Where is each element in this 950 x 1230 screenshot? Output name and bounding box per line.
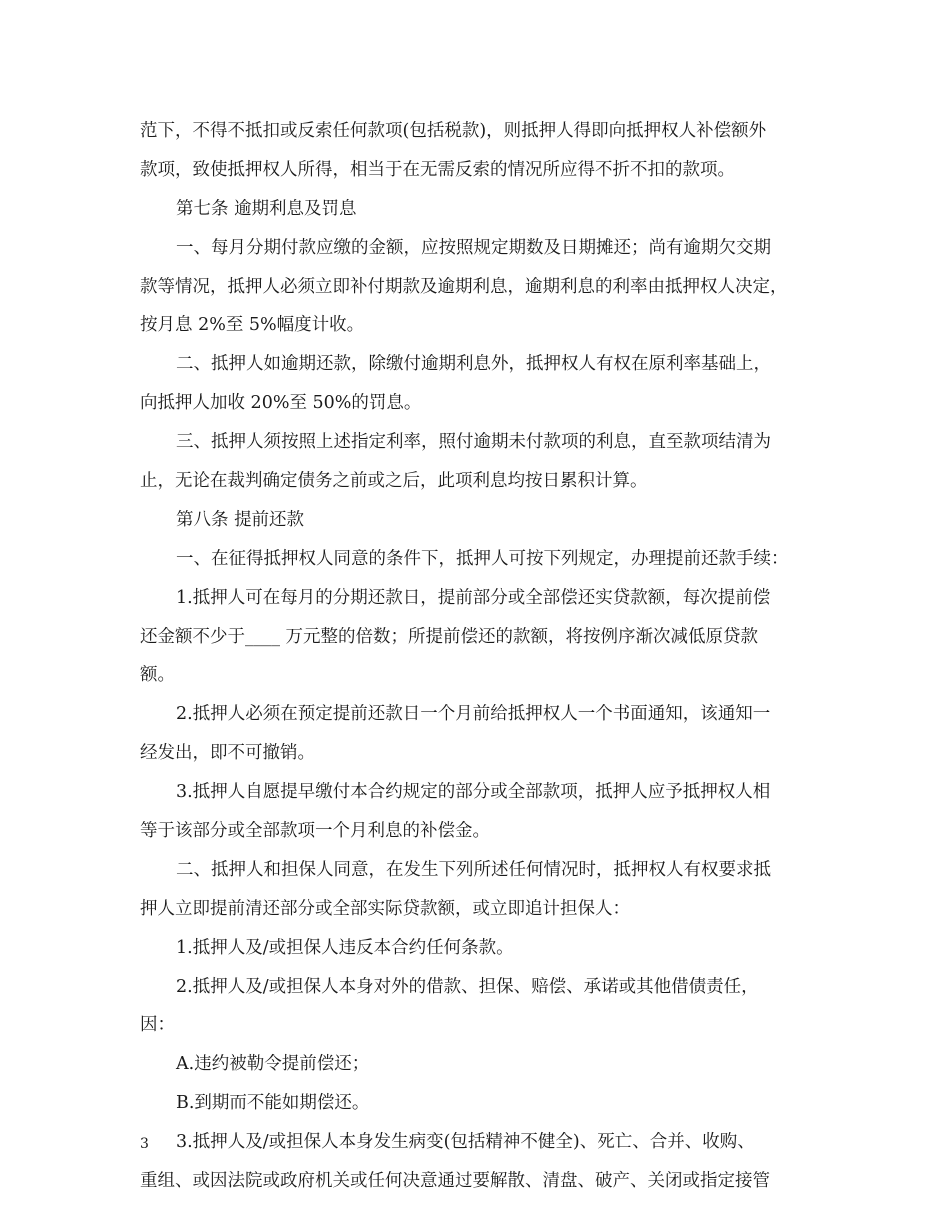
text-line: 3.抵押人自愿提早缴付本合约规定的部分或全部款项，抵押人应予抵押权人相 xyxy=(176,782,771,803)
text-line: 三、抵押人须按照上述指定利率，照付逾期未付款项的利息，直至款项结清为 xyxy=(176,432,771,453)
text-line: 等于该部分或全部款项一个月利息的补偿金。 xyxy=(140,821,490,842)
text-line: 押人立即提前清还部分或全部实际贷款额，或立即追计担保人： xyxy=(140,898,630,919)
text-line: 范下，不得不抵扣或反索任何款项(包括税款)，则抵押人得即向抵押权人补偿额外 xyxy=(140,121,767,141)
text-line: 二、抵押人和担保人同意，在发生下列所述任何情况时，抵押权人有权要求抵 xyxy=(176,859,771,880)
text-line: 按月息 2%至 5%幅度计收。 xyxy=(140,315,365,336)
text-line: 因： xyxy=(140,1015,175,1036)
text-line: 向抵押人加收 20%至 50%的罚息。 xyxy=(140,393,422,414)
text-line: 2.抵押人及/或担保人本身对外的借款、担保、赔偿、承诺或其他借债责任， xyxy=(176,976,759,997)
text-line: 第八条 提前还款 xyxy=(176,509,305,530)
text-line: B.到期而不能如期偿还。 xyxy=(176,1093,370,1114)
text-line: 止，无论在裁判确定债务之前或之后，此项利息均按日累积计算。 xyxy=(140,471,648,492)
text-line: 第七条 逾期利息及罚息 xyxy=(176,198,357,219)
text-line: 经发出，即不可撤销。 xyxy=(140,743,315,764)
text-line: 1.抵押人及/或担保人违反本合约任何条款。 xyxy=(176,937,514,958)
text-line: 一、每月分期付款应缴的金额，应按照规定期数及日期摊还；尚有逾期欠交期 xyxy=(176,237,771,258)
text-line: 还金额不少于____ 万元整的倍数；所提前偿还的款额，将按例序渐次减低原贷款 xyxy=(140,626,759,647)
text-line: A.违约被勒令提前偿还； xyxy=(176,1054,370,1075)
text-line: 一、在征得抵押权人同意的条件下，抵押人可按下列规定，办理提前还款手续： xyxy=(176,548,789,569)
page-number: 3 xyxy=(140,1136,149,1152)
text-line: 款等情况，抵押人必须立即补付期款及逾期利息，逾期利息的利率由抵押权人决定， xyxy=(140,276,788,297)
text-line: 额。 xyxy=(140,665,175,686)
text-line: 2.抵押人必须在预定提前还款日一个月前给抵押权人一个书面通知，该通知一 xyxy=(176,704,771,725)
text-line: 款项，致使抵押权人所得，相当于在无需反索的情况所应得不折不扣的款项。 xyxy=(140,159,735,180)
text-line: 重组、或因法院或政府机关或任何决意通过要解散、清盘、破产、关闭或指定接管 xyxy=(140,1171,770,1192)
text-line: 3.抵押人及/或担保人本身发生病变(包括精神不健全)、死亡、合并、收购、 xyxy=(176,1132,755,1153)
text-line: 二、抵押人如逾期还款，除缴付逾期利息外，抵押权人有权在原利率基础上， xyxy=(176,354,771,375)
text-line: 1.抵押人可在每月的分期还款日，提前部分或全部偿还实贷款额，每次提前偿 xyxy=(176,587,771,608)
document-body xyxy=(140,112,816,1201)
